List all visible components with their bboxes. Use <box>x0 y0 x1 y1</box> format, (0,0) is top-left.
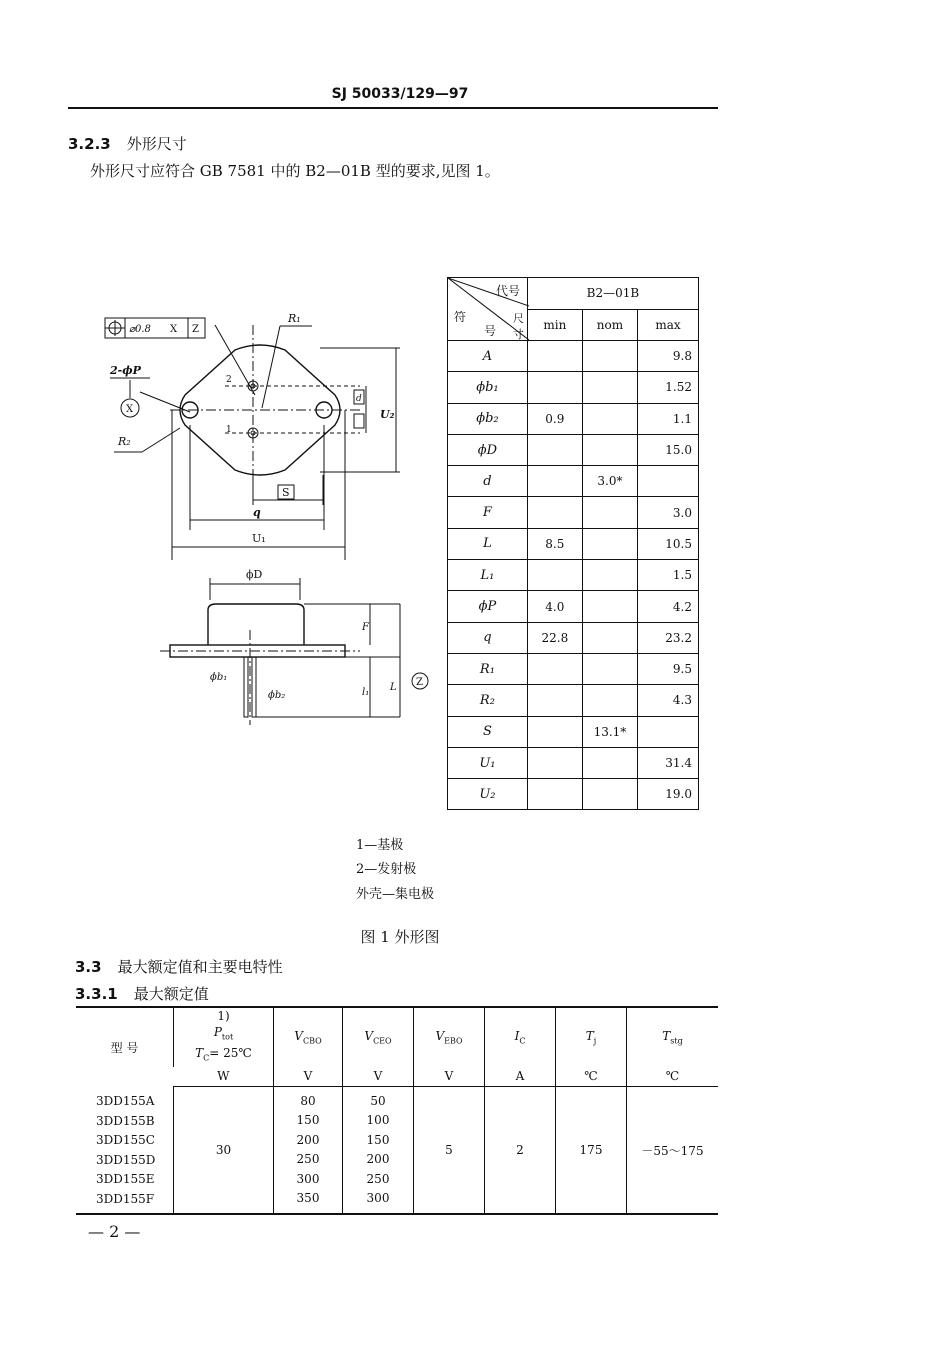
vceo-item: 100 <box>366 1113 390 1128</box>
dim-symbol: A <box>448 341 528 372</box>
dim-symbol: ϕD <box>448 434 528 465</box>
dim-max: 15.0 <box>638 434 699 465</box>
ic-value: 2 <box>485 1086 556 1214</box>
dim-max: 1.1 <box>638 403 699 434</box>
dim-nom <box>582 528 637 559</box>
vceo-item: 50 <box>370 1093 386 1108</box>
type-list <box>76 1086 174 1214</box>
type-item: 3DD155F <box>96 1191 155 1206</box>
type-item: 3DD155E <box>96 1172 155 1187</box>
dim-nom <box>582 497 637 528</box>
section-title: 最大额定值 <box>133 985 209 1003</box>
dim-max: 4.2 <box>638 591 699 622</box>
dim-min <box>527 747 582 778</box>
unit-vceo: V <box>343 1067 414 1087</box>
section-title: 外形尺寸 <box>126 135 187 153</box>
dimension-row <box>448 622 699 653</box>
header-rule <box>68 107 718 109</box>
vceo-list <box>343 1086 414 1214</box>
vcbo-symbol: V <box>294 1029 303 1044</box>
dimension-row <box>448 591 699 622</box>
tolerance-frame <box>105 318 205 338</box>
label-l1: l₁ <box>362 687 370 698</box>
dimension-row <box>448 716 699 747</box>
dimension-row <box>448 528 699 559</box>
tj-value: 175 <box>556 1086 627 1214</box>
vebo-symbol: V <box>435 1029 445 1044</box>
col-ptot <box>174 1007 274 1067</box>
ratings-table <box>76 1006 718 1215</box>
label-z: Z <box>416 677 423 688</box>
dimension-row <box>448 779 699 810</box>
dimension-row <box>448 403 699 434</box>
dimension-row <box>448 560 699 591</box>
dim-min <box>527 716 582 747</box>
label-phib1: ϕb₁ <box>210 672 228 683</box>
unit-tj: ℃ <box>556 1067 627 1087</box>
dim-min: 0.9 <box>527 403 582 434</box>
vceo-symbol: V <box>364 1029 374 1044</box>
ratings-data-row <box>76 1086 718 1214</box>
col-ic <box>485 1007 556 1067</box>
tj-sub: j <box>593 1036 597 1046</box>
label-x: X <box>126 404 134 415</box>
tstg-symbol: T <box>662 1029 671 1044</box>
vcbo-item: 80 <box>300 1093 316 1108</box>
section-3-3-heading <box>75 956 283 977</box>
col-max: max <box>638 309 699 341</box>
dim-symbol: L <box>448 528 528 559</box>
tol-value: ⌀0.8 <box>129 324 151 335</box>
label-u2: U₂ <box>380 408 395 421</box>
dim-min <box>527 372 582 403</box>
dim-min: 4.0 <box>527 591 582 622</box>
unit-ptot: W <box>174 1067 274 1087</box>
type-header: B2—01B <box>527 278 698 310</box>
dim-min <box>527 466 582 497</box>
vcbo-list <box>274 1086 343 1214</box>
vceo-item: 200 <box>366 1152 390 1167</box>
col-tstg <box>627 1007 719 1067</box>
vceo-item: 150 <box>366 1132 390 1147</box>
dim-nom <box>582 653 637 684</box>
dim-max <box>638 716 699 747</box>
dim-max: 1.52 <box>638 372 699 403</box>
dimension-row <box>448 747 699 778</box>
col-vceo <box>343 1007 414 1067</box>
dim-max: 9.5 <box>638 653 699 684</box>
ptot-symbol: P <box>213 1025 222 1039</box>
corner-code: 代号 <box>496 284 521 298</box>
dim-symbol: L₁ <box>448 560 528 591</box>
section-3-3-1-heading <box>75 983 209 1004</box>
dim-nom <box>582 591 637 622</box>
label-r1: R₁ <box>288 312 301 325</box>
dim-nom <box>582 341 637 372</box>
tj-symbol: T <box>585 1029 594 1044</box>
label-s: S <box>282 486 290 499</box>
pin-1-label: 1 <box>226 425 232 435</box>
type-item: 3DD155D <box>96 1152 156 1167</box>
section-3-2-3-heading <box>68 133 187 154</box>
vcbo-item: 200 <box>296 1132 320 1147</box>
vcbo-item: 150 <box>296 1113 320 1128</box>
section-number: 3.2.3 <box>68 135 111 153</box>
note-mark: 1) <box>217 1009 230 1023</box>
dim-min <box>527 779 582 810</box>
corner-size: 尺寸 <box>512 312 524 341</box>
section-3-2-3-text: 外形尺寸应符合 GB 7581 中的 B2—01B 型的要求,见图 1。 <box>90 162 500 180</box>
type-item: 3DD155A <box>96 1094 155 1109</box>
tol-x: X <box>170 324 178 335</box>
dim-nom <box>582 434 637 465</box>
type-item: 3DD155C <box>96 1133 155 1148</box>
dim-symbol: U₁ <box>448 747 528 778</box>
dim-nom <box>582 779 637 810</box>
dim-symbol: U₂ <box>448 779 528 810</box>
unit-vebo: V <box>414 1067 485 1087</box>
tc-value: = 25℃ <box>209 1046 252 1061</box>
label-l: L <box>390 682 397 693</box>
tstg-value: －55～175 <box>627 1086 719 1214</box>
dim-symbol: ϕP <box>448 591 528 622</box>
dim-nom <box>582 560 637 591</box>
section-number: 3.3 <box>75 958 102 976</box>
dim-nom <box>582 372 637 403</box>
legend-collector: 外壳—集电极 <box>356 887 435 902</box>
section-number: 3.3.1 <box>75 985 118 1003</box>
ptot-value: 30 <box>174 1086 274 1214</box>
col-vebo <box>414 1007 485 1067</box>
side-view <box>160 568 428 725</box>
dimension-row <box>448 372 699 403</box>
vcbo-sub: CBO <box>302 1036 322 1046</box>
dim-symbol: d <box>448 466 528 497</box>
dim-min <box>527 434 582 465</box>
vcbo-item: 300 <box>296 1171 320 1186</box>
dimension-row <box>448 466 699 497</box>
vcbo-item: 250 <box>296 1152 320 1167</box>
label-q: q <box>253 506 261 519</box>
ic-sub: C <box>519 1036 526 1046</box>
pin-2-label: 2 <box>226 375 232 385</box>
dim-symbol: F <box>448 497 528 528</box>
standard-number: SJ 50033/129—97 <box>331 86 469 102</box>
col-vcbo <box>274 1007 343 1067</box>
dim-max: 31.4 <box>638 747 699 778</box>
tc-sub: C <box>203 1053 210 1063</box>
label-phiD: ϕD <box>246 568 263 581</box>
dim-max: 1.5 <box>638 560 699 591</box>
dim-min: 22.8 <box>527 622 582 653</box>
dim-nom: 13.1* <box>582 716 637 747</box>
dimension-rows <box>448 341 699 810</box>
corner-sym1: 符 <box>454 310 467 324</box>
dim-max: 23.2 <box>638 622 699 653</box>
vcbo-item: 350 <box>296 1191 320 1206</box>
dim-symbol: S <box>448 716 528 747</box>
unit-vcbo: V <box>274 1067 343 1087</box>
dim-symbol: R₁ <box>448 653 528 684</box>
tol-z: Z <box>192 324 199 335</box>
vebo-sub: EBO <box>444 1036 463 1046</box>
dim-min: 8.5 <box>527 528 582 559</box>
legend-base: 1—基极 <box>356 838 404 853</box>
vceo-sub: CEO <box>373 1036 392 1046</box>
type-item: 3DD155B <box>96 1113 155 1128</box>
col-type <box>76 1007 174 1086</box>
dim-max: 9.8 <box>638 341 699 372</box>
dimension-table <box>447 277 699 810</box>
dim-nom <box>582 747 637 778</box>
dim-max: 4.3 <box>638 685 699 716</box>
label-f: F <box>362 622 369 633</box>
page-number: — 2 — <box>88 1222 141 1241</box>
dim-max: 19.0 <box>638 779 699 810</box>
dim-nom <box>582 622 637 653</box>
dimension-row <box>448 497 699 528</box>
dim-min <box>527 341 582 372</box>
vceo-item: 300 <box>366 1191 390 1206</box>
dim-symbol: R₂ <box>448 685 528 716</box>
dim-max: 3.0 <box>638 497 699 528</box>
ptot-sub: tot <box>221 1032 234 1042</box>
legend-emitter: 2—发射极 <box>356 862 417 877</box>
outline-drawing <box>100 300 440 730</box>
dim-nom <box>582 403 637 434</box>
label-u1: U₁ <box>252 532 266 545</box>
type-header: 型 号 <box>110 1040 139 1055</box>
dimension-row <box>448 653 699 684</box>
dim-min <box>527 560 582 591</box>
dim-symbol: ϕb₁ <box>448 372 528 403</box>
dimension-row <box>448 685 699 716</box>
dimension-row <box>448 341 699 372</box>
dim-min <box>527 497 582 528</box>
vebo-value: 5 <box>414 1086 485 1214</box>
dim-symbol: q <box>448 622 528 653</box>
figure-caption: 图 1 外形图 <box>360 928 440 946</box>
vceo-item: 250 <box>366 1171 390 1186</box>
unit-ic: A <box>485 1067 556 1087</box>
label-r2: R₂ <box>118 435 131 448</box>
table-corner-header <box>448 278 528 341</box>
label-phib2: ϕb₂ <box>268 690 286 701</box>
dimension-row <box>448 434 699 465</box>
dim-symbol: ϕb₂ <box>448 403 528 434</box>
dim-min <box>527 685 582 716</box>
dim-min <box>527 653 582 684</box>
label-d: d <box>356 394 362 404</box>
section-title: 最大额定值和主要电特性 <box>117 958 283 976</box>
dim-nom: 3.0* <box>582 466 637 497</box>
corner-sym2: 号 <box>484 324 497 338</box>
dim-nom <box>582 685 637 716</box>
unit-tstg: ℃ <box>627 1067 719 1087</box>
dim-max: 10.5 <box>638 528 699 559</box>
ic-symbol: I <box>514 1029 520 1044</box>
tc-symbol: T <box>195 1046 204 1061</box>
tstg-sub: stg <box>670 1036 683 1046</box>
col-tj <box>556 1007 627 1067</box>
label-2phiP: 2-ϕP <box>110 364 141 377</box>
dim-max <box>638 466 699 497</box>
col-nom: nom <box>582 309 637 341</box>
col-min: min <box>527 309 582 341</box>
